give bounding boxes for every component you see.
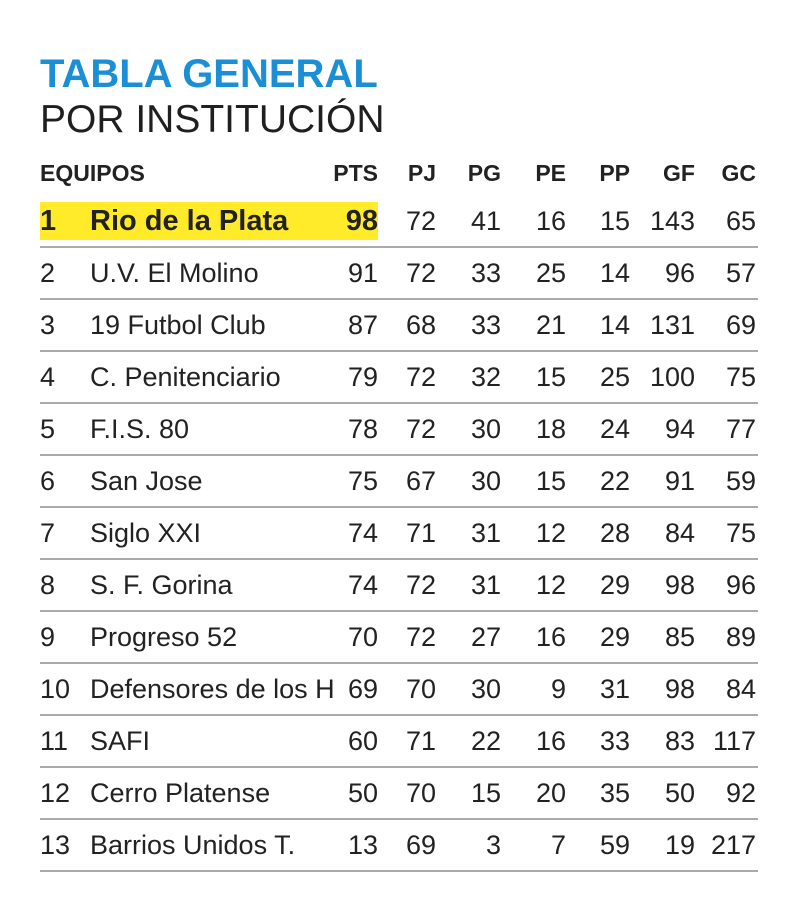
pg-cell: 3 [485,830,501,860]
pp-cell: 29 [599,622,630,652]
team-name: 19 Futbol Club [90,310,266,340]
position-cell: 4 [40,362,56,392]
gf-cell: 96 [664,258,695,288]
gf-cell: 85 [664,622,695,652]
pp-cell: 59 [599,830,630,860]
gf-cell: 143 [649,206,695,236]
page-subtitle: POR INSTITUCIÓN [40,98,385,141]
position-cell: 5 [40,414,56,444]
gc-cell: 84 [725,674,756,704]
table-row [40,352,758,404]
team-name: San Jose [90,466,203,496]
pe-cell: 16 [535,726,566,756]
pts-cell: 79 [347,362,378,392]
pp-cell: 24 [599,414,630,444]
gc-cell: 69 [725,310,756,340]
table-row [40,404,758,456]
table-row [40,612,758,664]
pp-cell: 33 [599,726,630,756]
position-cell: 7 [40,518,56,548]
position-cell: 13 [40,830,71,860]
column-header-pp: PP [599,160,630,186]
pts-cell: 91 [347,258,378,288]
pj-cell: 67 [405,466,436,496]
pts-cell: 50 [347,778,378,808]
table-row [40,508,758,560]
pe-cell: 7 [550,830,566,860]
pts-cell: 87 [347,310,378,340]
gc-cell: 96 [725,570,756,600]
pj-cell: 70 [405,674,436,704]
position-cell: 1 [40,205,57,237]
table-row [40,664,758,716]
column-header-gf: GF [663,160,695,186]
gf-cell: 19 [664,830,695,860]
pts-cell: 13 [347,830,378,860]
pts-cell: 60 [347,726,378,756]
gc-cell: 89 [725,622,756,652]
position-cell: 8 [40,570,56,600]
pg-cell: 15 [470,778,501,808]
pp-cell: 29 [599,570,630,600]
pts-cell: 74 [347,518,378,548]
table-row [40,820,758,872]
pts-cell: 74 [347,570,378,600]
gf-cell: 83 [664,726,695,756]
pp-cell: 25 [599,362,630,392]
pe-cell: 16 [535,206,566,236]
pg-cell: 31 [470,518,501,548]
column-header-equipos: EQUIPOS [40,160,145,186]
table-row [40,716,758,768]
pj-cell: 72 [405,414,436,444]
team-name: Progreso 52 [90,622,238,652]
pts-cell: 69 [347,674,378,704]
pg-cell: 22 [470,726,501,756]
position-cell: 10 [40,674,71,704]
pj-cell: 70 [405,778,436,808]
position-cell: 12 [40,778,71,808]
pts-cell: 70 [347,622,378,652]
pj-cell: 72 [405,622,436,652]
gf-cell: 98 [664,674,695,704]
pg-cell: 30 [470,414,501,444]
gf-cell: 100 [649,362,695,392]
table-row [40,560,758,612]
pp-cell: 22 [599,466,630,496]
pe-cell: 20 [535,778,566,808]
position-cell: 3 [40,310,56,340]
gc-cell: 57 [725,258,756,288]
gc-cell: 75 [725,362,756,392]
pp-cell: 35 [599,778,630,808]
table-row-leader [40,196,758,248]
team-name: F.I.S. 80 [90,414,190,444]
pe-cell: 21 [535,310,566,340]
pe-cell: 15 [535,466,566,496]
gc-cell: 59 [725,466,756,496]
team-name: Defensores de los H [90,674,335,704]
gc-cell: 77 [725,414,756,444]
pj-cell: 72 [405,570,436,600]
table-body [40,196,758,872]
pj-cell: 68 [405,310,436,340]
pp-cell: 15 [599,206,630,236]
table-row [40,456,758,508]
standings-table [40,150,758,872]
pe-cell: 18 [535,414,566,444]
team-name: C. Penitenciario [90,362,281,392]
pe-cell: 25 [535,258,566,288]
page-title: TABLA GENERAL [40,52,378,96]
pe-cell: 16 [535,622,566,652]
position-cell: 11 [40,726,69,756]
pts-cell: 98 [345,205,378,237]
table-row [40,300,758,352]
team-name: Barrios Unidos T. [90,830,296,860]
team-name: SAFI [90,726,151,756]
position-cell: 9 [40,622,56,652]
pg-cell: 30 [470,674,501,704]
gf-cell: 91 [664,466,695,496]
gc-cell: 92 [725,778,756,808]
table-row [40,248,758,300]
pts-cell: 78 [347,414,378,444]
gc-cell: 117 [712,726,756,756]
pp-cell: 31 [599,674,630,704]
pts-cell: 75 [347,466,378,496]
team-name: Rio de la Plata [90,205,289,237]
pj-cell: 69 [405,830,436,860]
position-cell: 2 [40,258,56,288]
pg-cell: 32 [470,362,501,392]
pe-cell: 15 [535,362,566,392]
gf-cell: 131 [649,310,695,340]
pg-cell: 33 [470,310,501,340]
gc-cell: 217 [710,830,756,860]
pg-cell: 41 [470,206,501,236]
gf-cell: 94 [664,414,695,444]
column-header-pj: PJ [407,160,436,186]
pj-cell: 72 [405,206,436,236]
column-header-pe: PE [535,160,566,186]
pg-cell: 33 [470,258,501,288]
pp-cell: 14 [599,258,630,288]
pj-cell: 72 [405,258,436,288]
team-name: Siglo XXI [90,518,202,548]
gc-cell: 65 [725,206,756,236]
pp-cell: 14 [599,310,630,340]
pg-cell: 31 [470,570,501,600]
pg-cell: 27 [470,622,501,652]
pg-cell: 30 [470,466,501,496]
team-name: Cerro Platense [90,778,271,808]
pe-cell: 12 [535,518,566,548]
pj-cell: 71 [405,726,436,756]
team-name: S. F. Gorina [90,570,233,600]
table-header-row [40,150,758,196]
column-header-pg: PG [467,160,501,186]
column-header-pts: PTS [333,160,378,186]
pe-cell: 12 [535,570,566,600]
table-row [40,768,758,820]
gf-cell: 98 [664,570,695,600]
pe-cell: 9 [550,674,566,704]
column-header-gc: GC [721,160,756,186]
team-name: U.V. El Molino [90,258,259,288]
pj-cell: 72 [405,362,436,392]
pj-cell: 71 [405,518,436,548]
gc-cell: 75 [725,518,756,548]
gf-cell: 84 [664,518,695,548]
pp-cell: 28 [599,518,630,548]
gf-cell: 50 [664,778,695,808]
position-cell: 6 [40,466,56,496]
